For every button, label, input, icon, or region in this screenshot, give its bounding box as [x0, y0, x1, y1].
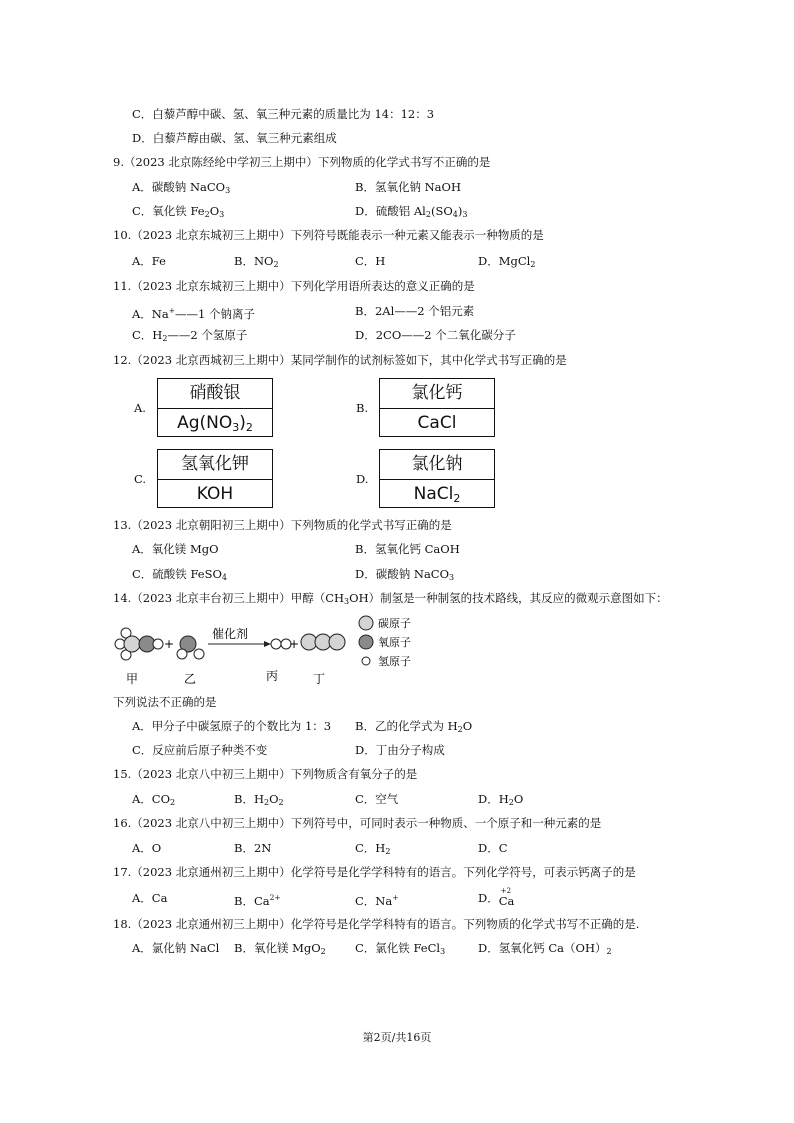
name-yi: 乙 [184, 672, 197, 686]
q12-label-c: C. [134, 472, 147, 486]
q12-reagent-label-d [379, 449, 495, 508]
q18-option-d: D．氢氧化钙 $Ca(OH)_2$ [478, 941, 612, 956]
q13-option-d: D．碳酸钠 NaCO$_3$ [355, 567, 455, 582]
q18-option-b: B．氧化镁 MgO$_2$ [234, 941, 326, 956]
plus-sign-1: + [164, 637, 175, 651]
arrow-head-icon [264, 641, 271, 647]
q9-option-d: D．硫酸铝 $Al_2(SO_4)_3$ [355, 204, 468, 219]
q11-option-a: A．Na+——1 个钠离子 [132, 306, 256, 321]
q14-option-b: B．乙的化学式为 $H_2O$ [355, 719, 473, 734]
q10-option-b: B．$NO_2$ [234, 254, 279, 269]
q14-option-d: D．丁由分子构成 [355, 743, 445, 757]
q12-stem: 12.（2023 北京西城初三上期中）某同学制作的试剂标签如下，其中化学式书写正确的是 [113, 353, 567, 367]
q10-option-c: C．H [355, 254, 386, 268]
plus-sign-2: + [289, 637, 300, 651]
q16-stem: 16.（2023 北京八中初三上期中）下列符号中，可同时表示一种物质、一个原子和一种元素的是 [113, 816, 602, 830]
q10-stem: 10.（2023 北京东城初三上期中）下列符号既能表示一种元素又能表示一种物质的是 [113, 228, 544, 242]
reagent-formula: $Ag(NO_3)_2$ [158, 408, 272, 439]
q13-stem: 13.（2023 北京朝阳初三上期中）下列物质的化学式书写正确的是 [113, 518, 452, 532]
q13-option-b: B．氢氧化钙 CaOH [355, 542, 460, 556]
q12-label-a: A. [134, 401, 146, 415]
reaction-diagram [108, 612, 428, 692]
q12-reagent-label-b [379, 378, 495, 437]
q18-stem: 18.（2023 北京通州初三上期中）化学符号是化学学科特有的语言。下列物质的化学式书写不正确的是. [113, 917, 640, 931]
q15-option-d: D．$H_2O$ [478, 792, 524, 807]
q13-option-c: C．硫酸铁 FeSO$_4$ [132, 567, 228, 582]
q16-option-a: A．O [132, 841, 162, 855]
q8-option-d: D．白藜芦醇由碳、氢、氧三种元素组成 [132, 131, 337, 145]
q18-option-a: A．氯化钠 NaCl [132, 941, 220, 955]
carbon-legend-icon [359, 616, 373, 630]
q17-option-c: C．Na+ [355, 893, 399, 908]
q14-option-c: C．反应前后原子种类不变 [132, 743, 268, 757]
reagent-name: 氢氧化钾 [181, 454, 249, 474]
q11-stem: 11.（2023 北京东城初三上期中）下列化学用语所表达的意义正确的是 [113, 279, 475, 293]
reagent-name: 硝酸银 [189, 383, 241, 403]
q17-option-b: B．$Ca^{2+}$ [234, 893, 281, 908]
catalyst-label: 催化剂 [212, 627, 249, 641]
q11-option-b: B．2Al——2 个铝元素 [355, 304, 475, 318]
q17-option-a: A．Ca [132, 891, 168, 905]
q12-label-b: B. [356, 401, 369, 415]
q9-option-c: C．氧化铁 $Fe_2O_3$ [132, 204, 225, 219]
reagent-formula: KOH [158, 479, 272, 510]
q10-option-d: D．MgCl$_2$ [478, 254, 536, 269]
molecule-jia [115, 628, 163, 660]
q11-option-d: D．2CO——2 个二氧化碳分子 [355, 328, 516, 342]
name-jia: 甲 [126, 672, 139, 686]
q11-option-c: C．$H_2——2$ 个氢原子 [132, 328, 248, 343]
q8-option-c: C．白藜芦醇中碳、氢、氧三种元素的质量比为 14：12：3 [132, 107, 435, 121]
q12-reagent-label-c [157, 449, 273, 508]
q14-stem: 14.（2023 北京丰台初三上期中）甲醇$(CH_3OH)$制氢是一种制氢的技术路线，其反应的微观示意图如下： [113, 591, 668, 606]
page-footer: 第2页/共16页 [362, 1031, 432, 1044]
q10-option-a: A．Fe [132, 254, 166, 268]
q15-option-b: B．$H_2O_2$ [234, 792, 284, 807]
q14-prompt: 下列说法不正确的是 [113, 695, 217, 709]
name-bing: 丙 [266, 669, 279, 683]
q13-option-a: A．氧化镁 MgO [132, 542, 219, 556]
q17-stem: 17.（2023 北京通州初三上期中）化学符号是化学学科特有的语言。下列化学符号，可表示钙离子的是 [113, 865, 636, 879]
valence-mark: +2 [500, 887, 512, 895]
oxygen-legend-icon [359, 635, 373, 649]
q16-option-d: D．C [478, 841, 508, 855]
q18-option-c: C．氯化铁 FeCl$_3$ [355, 941, 446, 956]
molecule-bing [271, 639, 291, 649]
q15-option-a: A．$CO_2$ [132, 792, 176, 807]
legend-hydrogen: 氢原子 [378, 655, 411, 668]
reagent-formula: NaCl$_2$ [380, 479, 494, 510]
hydrogen-legend-icon [362, 657, 370, 665]
q15-stem: 15.（2023 北京八中初三上期中）下列物质含有氧分子的是 [113, 767, 418, 781]
q16-option-b: B．2N [234, 841, 272, 855]
reagent-formula: CaCl [380, 408, 494, 439]
reagent-name: 氯化钠 [411, 454, 463, 474]
legend-carbon: 碳原子 [378, 617, 411, 630]
q17-option-d: D． +2 Ca [478, 891, 515, 905]
legend [359, 616, 411, 668]
name-ding: 丁 [313, 672, 326, 686]
q9-option-b: B．氢氧化钠 NaOH [355, 180, 461, 194]
legend-oxygen: 氧原子 [378, 636, 411, 649]
q9-option-a: A．碳酸钠 NaCO$_3$ [132, 180, 231, 195]
q16-option-c: C．$H_2$ [355, 841, 391, 856]
q14-option-a: A．甲分子中碳氢原子的个数比为 1：3 [132, 719, 332, 733]
molecule-ding [301, 634, 345, 650]
q9-stem: 9.（2023 北京陈经纶中学初三上期中）下列物质的化学式书写不正确的是 [113, 155, 491, 169]
molecule-yi [177, 636, 204, 659]
reagent-name: 氯化钙 [411, 383, 463, 403]
q12-reagent-label-a [157, 378, 273, 437]
q15-option-c: C．空气 [355, 792, 399, 806]
q12-label-d: D. [356, 472, 369, 486]
